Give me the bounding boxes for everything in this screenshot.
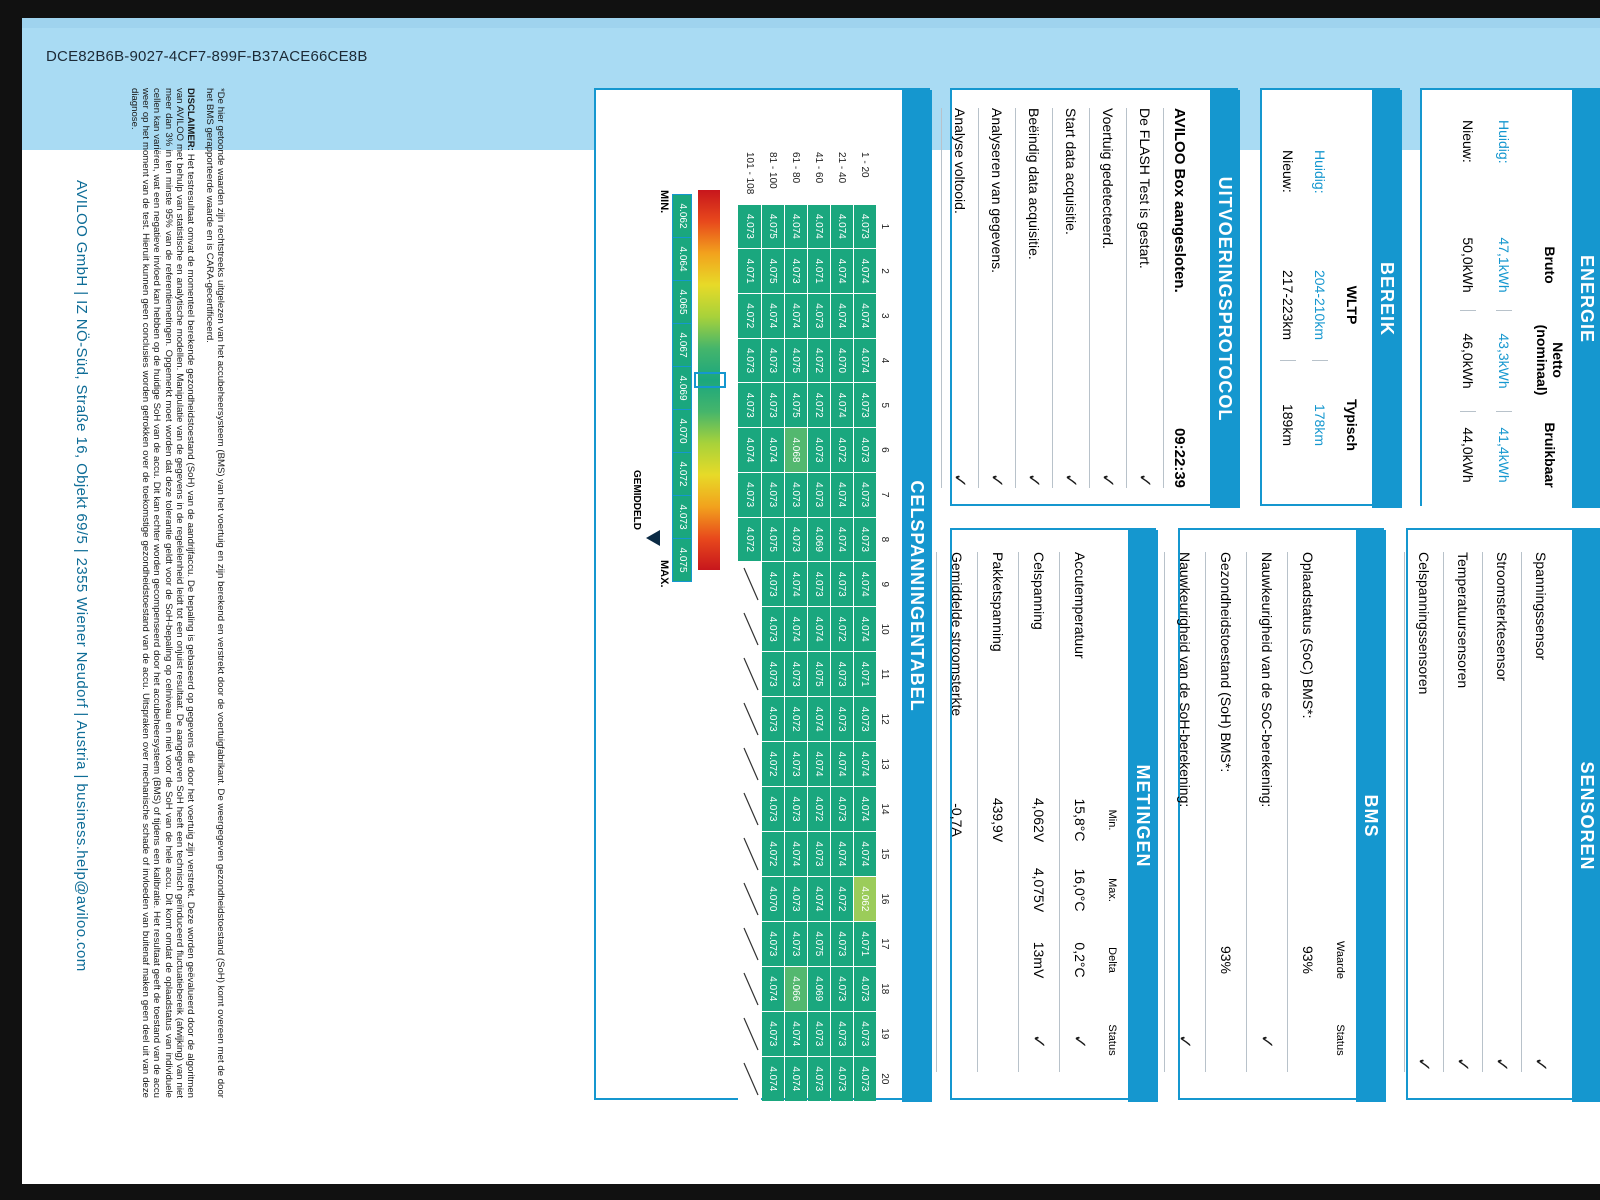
cell-voltage: 4.074	[831, 742, 853, 786]
cell-voltage: 4.071	[808, 249, 830, 293]
protocol-time: 09:22:39	[1171, 427, 1189, 488]
cell-voltage: 4.072	[808, 383, 830, 427]
column-header: 4	[879, 357, 891, 364]
empty-cell	[738, 742, 761, 786]
cell-voltage: 4.074	[831, 249, 853, 293]
bereik-title: BEREIK	[1372, 90, 1402, 508]
cell-voltage: 4.074	[808, 205, 830, 249]
empty-cell	[738, 562, 761, 606]
table-row	[785, 151, 807, 1101]
column-header: 3	[879, 313, 891, 319]
bms-item	[1164, 552, 1205, 1072]
column-header: 10	[879, 623, 891, 635]
cell-voltage-table	[737, 150, 894, 1102]
column-header: 17	[879, 938, 891, 950]
disclaimer-label: DISCLAIMER:	[185, 88, 196, 151]
protocol-item-label: Voertuig gedetecteerd.	[1100, 108, 1116, 249]
empty-cell	[738, 967, 761, 1011]
disclaimer-body: Het testresultaat omvat de momenteel berekende gezondheidstoestand (SoH) van de aandrijfaccu. De bepaling is gebaseerd op gegevens die door het voertuig zijn verstrekt. Deze worden geëvalueerd door de algoritmen van AVILOO met behulp van statistische en analytische modellen. Manipulatie van de gegevens in de regelelenheid leidt tot een onjuist resultaat. De aangegeven SoH heeft een technisch geïnduceerd fluctuatiebereik (afwijking) van niet meer dan 3% in ten minste 95% van de referentiemetingen. Opgemerkt moet worden dat deze tolerantie geldt voor de SoH-bepaling op celniveau en niet voor de SoH van de hele accu. Dit komt omdat de oplaadstatus van individuele cellen kan variëren, wat een negatieve invloed kan hebben op de huidige SoH van de accu. Dit kan echter worden gecompenseerd door het accubeheersysteem (BMS) of tijdens een kalibratie. Het resultaat geeft de toestand van de accu weer op het moment van de test. Hieruit kunnen geen conclusies worden getrokken over de toekomstige gezondheidstoestand van de accu. Uitspraken over mechanische schade of invloeden van buitenaf maken geen deel uit van deze diagnose.	[128, 88, 196, 1098]
cell-voltage: 4.074	[785, 562, 807, 606]
cell-voltage: 4.073	[785, 473, 807, 517]
energie-header-netto: Netto (nominaal)	[1534, 324, 1566, 396]
energie-current-bruikbaar: 41,4kWh	[1496, 427, 1512, 483]
energie-new-netto: 46,0kWh	[1460, 310, 1476, 412]
bereik-new-label: Nieuw:	[1280, 150, 1296, 193]
empty-cell	[738, 832, 761, 876]
sensor-label: Stroomsterktesensor	[1494, 552, 1510, 682]
protocol-item	[941, 108, 978, 488]
cell-voltage: 4.073	[854, 697, 876, 741]
average-marker-icon	[646, 530, 660, 546]
bms-item	[1287, 552, 1328, 1072]
company-footer: AVILOO GmbH | IZ NÖ-Süd, Straße 16, Objekt 69/5 | 2355 Wiener Neudorf | Austria | business.help@aviloo.com	[73, 180, 90, 972]
cell-voltage: 4.073	[854, 473, 876, 517]
column-header: 18	[879, 983, 891, 995]
rotated-report-body	[22, 1125, 598, 1184]
cell-voltage: 4.073	[854, 383, 876, 427]
report-page	[22, 18, 1600, 1184]
cell-voltage: 4.074	[762, 428, 784, 472]
cell-voltage: 4.074	[785, 832, 807, 876]
cell-voltage: 4.074	[785, 205, 807, 249]
check-icon: ✓	[1414, 1056, 1435, 1072]
cell-voltage: 4.074	[785, 294, 807, 338]
bms-label: Gezondheidstoestand (SoH) BMS*:	[1218, 552, 1234, 773]
cell-voltage: 4.073	[785, 787, 807, 831]
cell-voltage: 4.073	[854, 967, 876, 1011]
cell-voltage: 4.073	[831, 922, 853, 966]
protocol-header: AVILOO Box aangesloten.	[1171, 108, 1189, 293]
column-header: 12	[879, 713, 891, 725]
cell-voltage: 4.075	[762, 518, 784, 562]
bms-label: Oplaadstatus (SoC) BMS*:	[1300, 552, 1316, 719]
cell-voltage: 4.073	[762, 652, 784, 696]
cell-voltage-card	[594, 88, 930, 1100]
cell-voltage: 4.072	[831, 428, 853, 472]
cell-voltage: 4.073	[762, 339, 784, 383]
energie-title: ENERGIE	[1572, 90, 1600, 508]
cell-voltage: 4.073	[808, 428, 830, 472]
measurement-value: 15,8°C	[1072, 798, 1088, 842]
cell-voltage: 4.074	[854, 787, 876, 831]
protocol-item-label: Analyseren van gegevens.	[989, 108, 1005, 273]
cell-voltage: 4.074	[831, 518, 853, 562]
bereik-current-typisch: 178km	[1312, 403, 1328, 447]
cell-voltage-title: CELSPANNINGENTABEL	[902, 90, 932, 1102]
measurement-label: Gemiddelde stroomsterkte	[949, 552, 965, 717]
check-icon: ✓	[1029, 1034, 1049, 1050]
energie-header-bruikbaar: Bruikbaar	[1542, 422, 1558, 488]
cell-voltage: 4.072	[831, 877, 853, 921]
bereik-header-typisch: Typisch	[1344, 399, 1360, 451]
metingen-list	[936, 552, 1100, 1072]
cell-voltage: 4.073	[785, 652, 807, 696]
sensor-label: Celspanningssensoren	[1416, 552, 1432, 695]
measurement-label: Accutemperatuur	[1072, 552, 1088, 659]
bereik-card	[1260, 88, 1400, 506]
metingen-header-status: Status	[1106, 1024, 1118, 1056]
cell-voltage: 4.073	[738, 383, 761, 427]
measurement-value: 439,9V	[990, 797, 1006, 843]
cell-voltage: 4.074	[738, 428, 761, 472]
table-row	[738, 151, 761, 1101]
cell-voltage: 4.073	[854, 1012, 876, 1056]
table-row	[831, 151, 853, 1101]
scale-value: 4.075	[672, 538, 692, 582]
measurement-label: Celspanning	[1031, 552, 1047, 630]
sensor-item	[1482, 552, 1521, 1072]
check-icon: ✓	[1175, 1034, 1195, 1050]
energie-header-bruto: Bruto	[1542, 246, 1558, 284]
cell-voltage: 4.070	[762, 877, 784, 921]
column-header: 20	[879, 1073, 891, 1085]
scale-value: 4.062	[672, 194, 692, 238]
cell-voltage: 4.074	[808, 742, 830, 786]
protocol-title: UITVOERINGSPROTOCOL	[1210, 90, 1240, 508]
cell-voltage: 4.073	[831, 562, 853, 606]
cell-voltage: 4.073	[762, 1012, 784, 1056]
cell-voltage: 4.073	[785, 518, 807, 562]
empty-cell	[738, 697, 761, 741]
sensor-list	[1404, 552, 1560, 1072]
check-icon: ✓	[1257, 1034, 1277, 1050]
measurement-value: 4,075V	[1031, 867, 1047, 913]
scale-value: 4.069	[672, 366, 692, 410]
cell-voltage: 4.074	[854, 607, 876, 651]
cell-voltage: 4.066	[785, 967, 807, 1011]
energie-current-netto: 43,3kWh	[1496, 310, 1512, 412]
cell-voltage: 4.069	[808, 518, 830, 562]
check-icon: ✓	[987, 472, 1008, 488]
empty-cell	[738, 877, 761, 921]
cell-voltage: 4.073	[831, 1057, 853, 1101]
cell-voltage: 4.075	[785, 383, 807, 427]
measurement-label: Pakketspanning	[990, 552, 1006, 652]
cell-voltage: 4.073	[808, 832, 830, 876]
energie-current-bruto: 47,1kWh	[1496, 237, 1512, 293]
protocol-item-label: Start data acquisitie.	[1063, 108, 1079, 235]
cell-voltage: 4.073	[762, 607, 784, 651]
empty-cell	[738, 787, 761, 831]
cell-voltage: 4.072	[738, 294, 761, 338]
cell-voltage: 4.071	[854, 652, 876, 696]
cell-voltage: 4.074	[785, 607, 807, 651]
cell-voltage: 4.073	[762, 383, 784, 427]
cell-voltage: 4.074	[831, 383, 853, 427]
cell-voltage: 4.073	[831, 967, 853, 1011]
cell-voltage: 4.073	[785, 249, 807, 293]
scale-value: 4.070	[672, 409, 692, 453]
cell-voltage: 4.075	[808, 652, 830, 696]
cell-voltage: 4.073	[738, 205, 761, 249]
bms-item	[1246, 552, 1287, 1072]
bms-label: Nauwkeurigheid van de SoH-berekening:	[1177, 552, 1193, 808]
measurement-item	[977, 552, 1018, 1072]
cell-voltage: 4.073	[762, 787, 784, 831]
sensor-item	[1521, 552, 1560, 1072]
cell-voltage: 4.073	[831, 787, 853, 831]
measurement-value: 13mV	[1031, 941, 1047, 979]
measurement-value: 16,0°C	[1072, 868, 1088, 912]
cell-voltage: 4.073	[831, 697, 853, 741]
cell-voltage: 4.075	[762, 249, 784, 293]
row-label: 41 - 60	[813, 152, 825, 184]
cell-voltage: 4.068	[785, 428, 807, 472]
cell-voltage: 4.073	[785, 877, 807, 921]
scale-value: 4.067	[672, 323, 692, 367]
measurement-item	[936, 552, 977, 1072]
cell-voltage: 4.073	[831, 1012, 853, 1056]
protocol-item	[1126, 108, 1163, 488]
cell-voltage: 4.074	[808, 697, 830, 741]
cell-voltage: 4.074	[762, 967, 784, 1011]
cell-voltage: 4.073	[808, 473, 830, 517]
cell-voltage: 4.072	[808, 787, 830, 831]
column-header: 2	[879, 268, 891, 274]
energie-new-label: Nieuw:	[1460, 120, 1476, 163]
energie-new-bruikbaar: 44,0kWh	[1460, 427, 1476, 483]
cell-voltage: 4.072	[785, 697, 807, 741]
cell-voltage: 4.074	[762, 294, 784, 338]
cell-voltage: 4.074	[785, 1012, 807, 1056]
check-icon: ✓	[1061, 472, 1082, 488]
cell-voltage: 4.074	[854, 249, 876, 293]
cell-voltage: 4.073	[854, 1057, 876, 1101]
row-label: 61 - 80	[790, 152, 802, 184]
sensor-label: Spanningssensor	[1533, 552, 1549, 661]
cell-voltage: 4.073	[854, 428, 876, 472]
cell-voltage: 4.073	[762, 473, 784, 517]
cell-voltage: 4.073	[808, 1057, 830, 1101]
cell-voltage: 4.073	[808, 294, 830, 338]
metingen-card	[950, 528, 1156, 1100]
cell-voltage: 4.062	[854, 877, 876, 921]
metingen-header-delta: Delta	[1106, 947, 1118, 973]
cell-voltage: 4.074	[808, 607, 830, 651]
protocol-item-label: De FLASH Test is gestart.	[1137, 108, 1153, 269]
scale-values	[672, 194, 692, 581]
table-row	[808, 151, 830, 1101]
sensoren-title: SENSOREN	[1572, 530, 1600, 1102]
cell-voltage: 4.071	[854, 922, 876, 966]
cell-voltage: 4.073	[854, 518, 876, 562]
empty-cell	[738, 1057, 761, 1101]
check-icon: ✓	[1453, 1056, 1474, 1072]
protocol-item-label: Beëindig data acquisitie.	[1026, 108, 1042, 260]
bereik-new-wltp: 217-223km	[1280, 250, 1296, 361]
cell-voltage: 4.074	[831, 832, 853, 876]
scale-value: 4.073	[672, 495, 692, 539]
column-header: 1	[879, 223, 891, 230]
cell-voltage: 4.072	[738, 518, 761, 562]
check-icon: ✓	[950, 472, 971, 488]
bms-label: Nauwkeurigheid van de SoC-berekening:	[1259, 552, 1275, 808]
sensoren-card	[1406, 528, 1600, 1100]
scale-min-label: MIN.	[658, 190, 670, 214]
cell-voltage: 4.074	[808, 877, 830, 921]
sensor-item	[1404, 552, 1443, 1072]
check-icon: ✓	[1492, 1056, 1513, 1072]
scale-value: 4.072	[672, 452, 692, 496]
bms-value: 93%	[1218, 945, 1234, 975]
scale-value: 4.064	[672, 237, 692, 281]
column-header: 11	[879, 668, 891, 680]
cell-voltage: 4.073	[738, 339, 761, 383]
cell-voltage: 4.073	[762, 697, 784, 741]
cell-voltage: 4.074	[854, 294, 876, 338]
cell-voltage: 4.069	[808, 967, 830, 1011]
energie-card	[1420, 88, 1600, 506]
column-header: 8	[879, 536, 891, 543]
cell-voltage: 4.075	[785, 339, 807, 383]
scale-value: 4.065	[672, 280, 692, 324]
cell-voltage: 4.073	[785, 922, 807, 966]
column-header: 13	[879, 758, 891, 770]
check-icon: ✓	[1531, 1056, 1552, 1072]
cell-voltage: 4.072	[762, 832, 784, 876]
cell-voltage: 4.073	[808, 562, 830, 606]
bms-header-status: Status	[1334, 1024, 1346, 1056]
cell-voltage: 4.071	[738, 249, 761, 293]
bereik-current-wltp: 204-210km	[1312, 250, 1328, 361]
metingen-title: METINGEN	[1128, 530, 1158, 1102]
bms-item	[1205, 552, 1246, 1072]
protocol-card	[950, 88, 1238, 506]
cell-voltage: 4.073	[831, 652, 853, 696]
column-header: 14	[879, 803, 891, 815]
bereik-current-label: Huidig:	[1312, 150, 1328, 194]
cell-voltage: 4.074	[854, 562, 876, 606]
cell-voltage: 4.074	[854, 742, 876, 786]
measurement-value: 4,062V	[1031, 797, 1047, 843]
energie-current-label: Huidig:	[1496, 120, 1512, 164]
cell-voltage: 4.075	[808, 922, 830, 966]
cell-voltage: 4.072	[831, 607, 853, 651]
column-header: 5	[879, 402, 891, 409]
bms-header-waarde: Waarde	[1334, 940, 1346, 980]
measurement-value: 0,2°C	[1072, 942, 1088, 978]
check-icon: ✓	[1070, 1034, 1090, 1050]
disclaimer-text	[129, 88, 196, 1098]
disclaimer-block	[66, 88, 226, 1108]
protocol-item-label: Analyse voltooid.	[952, 108, 968, 214]
bms-card	[1175, 528, 1384, 1100]
energie-new-bruto: 50,0kWh	[1460, 237, 1476, 293]
protocol-item	[978, 108, 1015, 488]
footnote-text: *De hier getoonde waarden zijn rechtstreeks uitgelezen van het accubeheersysteem (BMS) van het voertuig en zijn berekend en verstrekt door de voertuigfabrikant. De weergegeven gezondheidstoestand (SoH) komt overeen met de door het BMS gerapporteerde waarde en is CARA-gecertificeerd.	[203, 88, 226, 1098]
cell-voltage: 4.073	[762, 922, 784, 966]
column-header: 9	[879, 581, 891, 587]
row-label: 101 - 108	[744, 152, 755, 195]
column-header: 19	[879, 1028, 891, 1040]
table-row	[762, 151, 784, 1101]
cell-voltage: 4.073	[738, 473, 761, 517]
metingen-header-min: Min.	[1106, 809, 1118, 831]
cell-voltage: 4.070	[831, 339, 853, 383]
protocol-list	[941, 108, 1163, 488]
protocol-item	[1052, 108, 1089, 488]
bms-title: BMS	[1356, 530, 1386, 1102]
check-icon: ✓	[1024, 472, 1045, 488]
scale-avg-label: GEMIDDELD	[631, 470, 642, 530]
cell-voltage: 4.074	[785, 1057, 807, 1101]
cell-voltage: 4.072	[808, 339, 830, 383]
cell-voltage: 4.073	[762, 562, 784, 606]
bms-list	[1164, 552, 1328, 1072]
cell-voltage: 4.074	[854, 339, 876, 383]
document-id: DCE82B6B-9027-4CF7-899F-B37ACE66CE8B	[46, 48, 368, 65]
column-header: 6	[879, 447, 891, 453]
empty-cell	[738, 1012, 761, 1056]
sensor-label: Temperatuursensoren	[1455, 552, 1471, 689]
protocol-item	[1015, 108, 1052, 488]
gradient-marker	[694, 372, 726, 388]
check-icon: ✓	[1098, 472, 1119, 488]
cell-voltage: 4.074	[831, 205, 853, 249]
cell-voltage: 4.073	[854, 205, 876, 249]
measurement-item	[1059, 552, 1100, 1072]
protocol-item	[1089, 108, 1126, 488]
measurement-item	[1018, 552, 1059, 1072]
check-icon: ✓	[1135, 472, 1156, 488]
row-label: 81 - 100	[767, 152, 779, 189]
cell-voltage: 4.073	[785, 742, 807, 786]
sensor-item	[1443, 552, 1482, 1072]
metingen-header-max: Max.	[1106, 878, 1118, 902]
bms-value: 93%	[1300, 945, 1316, 975]
bereik-header-wltp: WLTP	[1344, 285, 1360, 325]
row-label: 21 - 40	[836, 152, 848, 184]
table-row	[854, 151, 876, 1101]
scale-max-label: MAX.	[658, 560, 670, 588]
corner-cell	[877, 151, 893, 204]
empty-cell	[738, 607, 761, 651]
cell-voltage: 4.074	[854, 832, 876, 876]
measurement-value: -0,7A	[949, 803, 965, 837]
cell-voltage: 4.074	[831, 294, 853, 338]
bereik-new-typisch: 189km	[1280, 403, 1296, 447]
empty-cell	[738, 652, 761, 696]
column-header: 7	[879, 491, 891, 498]
empty-cell	[738, 922, 761, 966]
column-header: 16	[879, 893, 891, 905]
column-header: 15	[879, 848, 891, 860]
row-label: 1 - 20	[859, 152, 871, 178]
cell-voltage: 4.074	[762, 1057, 784, 1101]
cell-voltage: 4.074	[831, 473, 853, 517]
cell-voltage: 4.075	[762, 205, 784, 249]
cell-voltage: 4.073	[808, 1012, 830, 1056]
cell-voltage: 4.072	[762, 742, 784, 786]
